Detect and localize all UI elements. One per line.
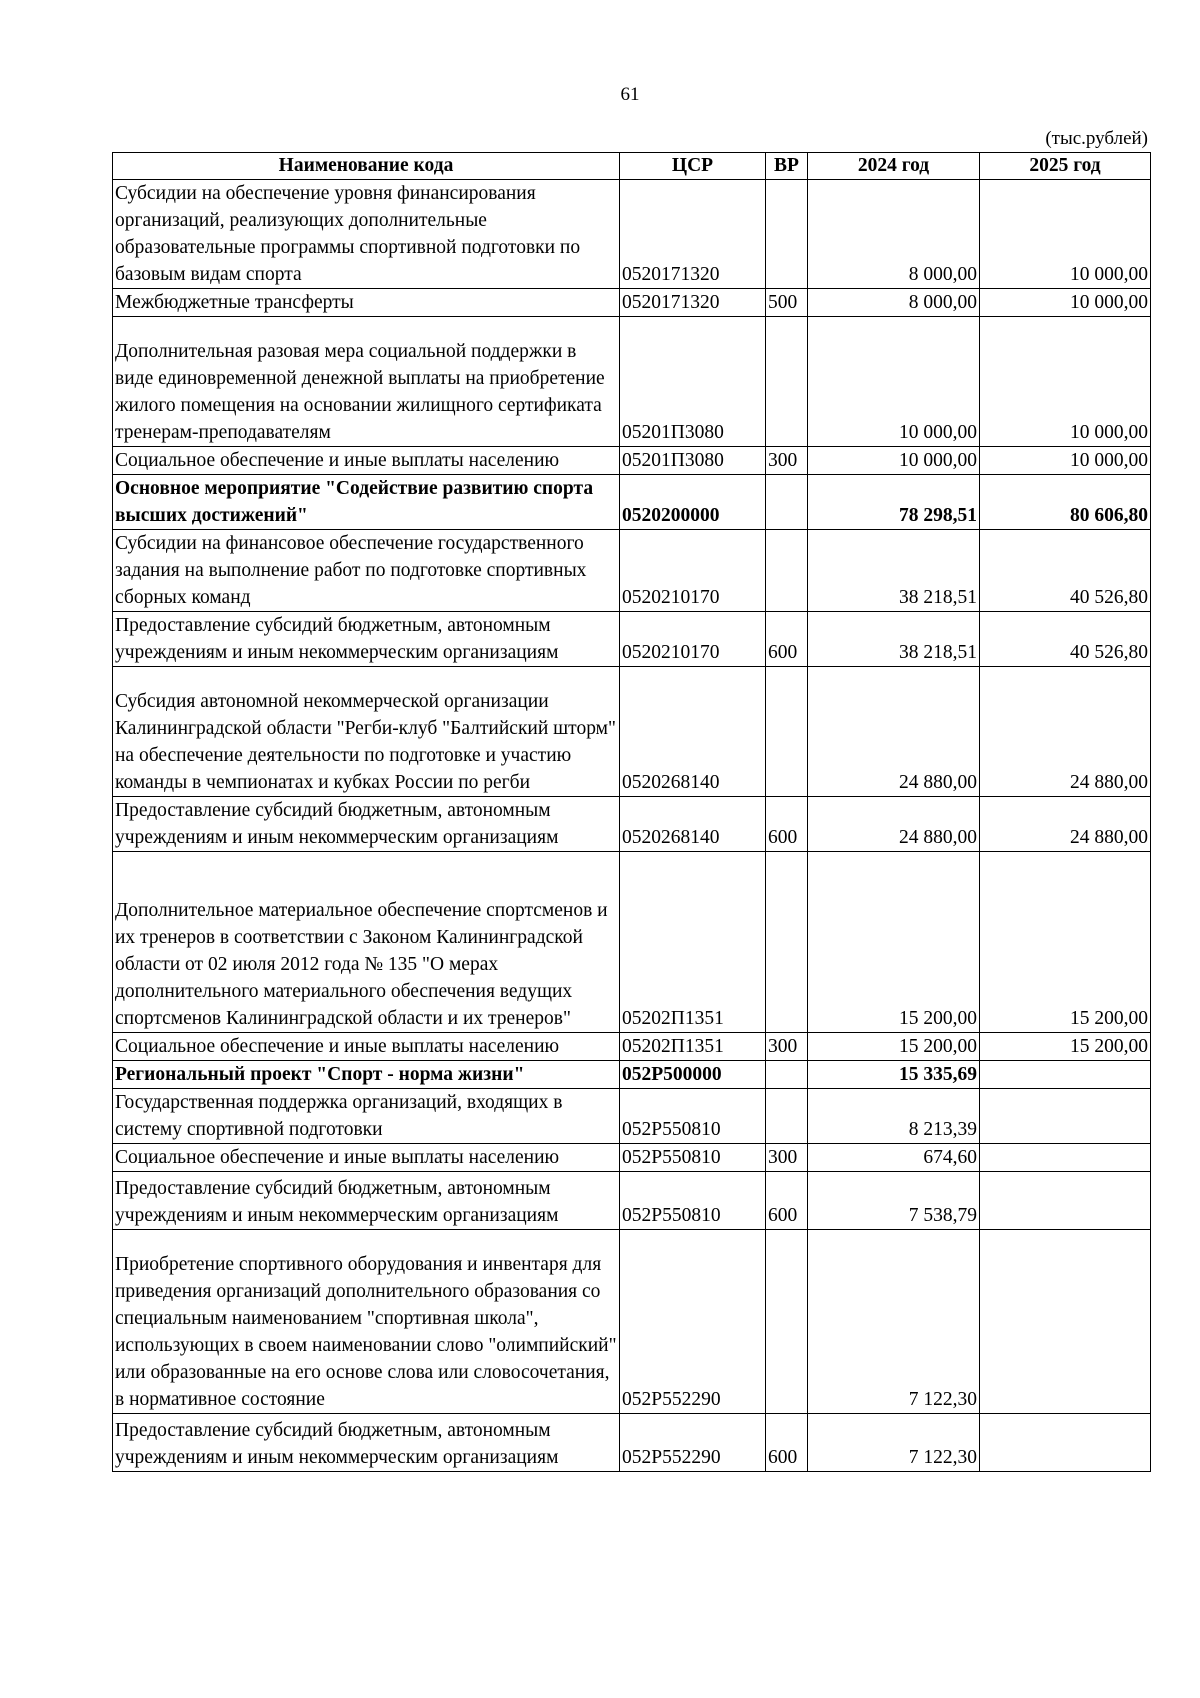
cell-name: Дополнительное материальное обеспечение спортсменов и их тренеров в соответствии с Законом Калининградской области от 02 июля 2012 года № 135 "О мерах дополнительного материального обеспечения ведущих спортсменов Калининградской области и их тренеров"	[113, 852, 620, 1033]
cell-vr	[766, 317, 808, 447]
cell-y2025: 15 200,00	[980, 1033, 1151, 1061]
table-row	[113, 1144, 1151, 1172]
header-csr: ЦСР	[620, 153, 766, 180]
cell-y2025	[980, 1172, 1151, 1230]
cell-csr: 0520210170	[620, 530, 766, 612]
cell-y2024: 10 000,00	[808, 447, 980, 475]
table-body	[113, 180, 1151, 1472]
cell-csr: 05202П1351	[620, 1033, 766, 1061]
cell-vr	[766, 1230, 808, 1414]
cell-y2024: 7 122,30	[808, 1230, 980, 1414]
header-name: Наименование кода	[113, 153, 620, 180]
cell-name: Предоставление субсидий бюджетным, автономным учреждениям и иным некоммерческим организациям	[113, 612, 620, 667]
cell-vr: 500	[766, 289, 808, 317]
table-header-row	[113, 153, 1151, 180]
table-row	[113, 447, 1151, 475]
cell-y2025: 10 000,00	[980, 289, 1151, 317]
cell-csr: 0520268140	[620, 667, 766, 797]
cell-vr	[766, 530, 808, 612]
cell-name: Предоставление субсидий бюджетным, автономным учреждениям и иным некоммерческим организациям	[113, 1172, 620, 1230]
cell-csr: 0520210170	[620, 612, 766, 667]
cell-name: Субсидии на обеспечение уровня финансирования организаций, реализующих дополнительные образовательные программы спортивной подготовки по базовым видам спорта	[113, 180, 620, 289]
cell-y2025	[980, 1089, 1151, 1144]
cell-y2025: 24 880,00	[980, 797, 1151, 852]
cell-vr: 300	[766, 1033, 808, 1061]
cell-y2024: 7 122,30	[808, 1414, 980, 1472]
cell-y2025	[980, 1230, 1151, 1414]
table-row	[113, 475, 1151, 530]
table-row	[113, 1414, 1151, 1472]
cell-vr	[766, 1061, 808, 1089]
cell-y2025: 10 000,00	[980, 447, 1151, 475]
cell-y2024: 38 218,51	[808, 530, 980, 612]
table-row	[113, 612, 1151, 667]
cell-y2025: 15 200,00	[980, 852, 1151, 1033]
cell-y2024: 15 200,00	[808, 852, 980, 1033]
table-row	[113, 180, 1151, 289]
cell-name: Межбюджетные трансферты	[113, 289, 620, 317]
cell-y2025	[980, 1061, 1151, 1089]
cell-y2025: 40 526,80	[980, 530, 1151, 612]
cell-csr: 052P552290	[620, 1414, 766, 1472]
cell-y2025: 10 000,00	[980, 180, 1151, 289]
cell-vr	[766, 852, 808, 1033]
cell-y2024: 15 335,69	[808, 1061, 980, 1089]
cell-name: Субсидия автономной некоммерческой организации Калининградской области "Регби-клуб "Балтийский шторм" на обеспечение деятельности по подготовке и участию команды в чемпионатах и кубках России по регби	[113, 667, 620, 797]
cell-csr: 052P500000	[620, 1061, 766, 1089]
table-row	[113, 1230, 1151, 1414]
cell-vr	[766, 667, 808, 797]
cell-name: Дополнительная разовая мера социальной поддержки в виде единовременной денежной выплаты на приобретение жилого помещения на основании жилищного сертификата тренерам-преподавателям	[113, 317, 620, 447]
cell-csr: 0520171320	[620, 180, 766, 289]
cell-y2024: 15 200,00	[808, 1033, 980, 1061]
cell-y2025: 10 000,00	[980, 317, 1151, 447]
cell-name: Государственная поддержка организаций, входящих в систему спортивной подготовки	[113, 1089, 620, 1144]
cell-name: Региональный проект "Спорт - норма жизни"	[113, 1061, 620, 1089]
table-row	[113, 1033, 1151, 1061]
cell-y2024: 8 213,39	[808, 1089, 980, 1144]
cell-y2025: 40 526,80	[980, 612, 1151, 667]
cell-name: Социальное обеспечение и иные выплаты населению	[113, 1033, 620, 1061]
cell-vr	[766, 180, 808, 289]
table-row	[113, 1089, 1151, 1144]
cell-vr: 300	[766, 447, 808, 475]
cell-y2024: 24 880,00	[808, 667, 980, 797]
cell-y2024: 8 000,00	[808, 289, 980, 317]
cell-y2025: 24 880,00	[980, 667, 1151, 797]
cell-y2024: 24 880,00	[808, 797, 980, 852]
cell-name: Социальное обеспечение и иные выплаты населению	[113, 447, 620, 475]
cell-name: Субсидии на финансовое обеспечение государственного задания на выполнение работ по подготовке спортивных сборных команд	[113, 530, 620, 612]
header-2025: 2025 год	[980, 153, 1151, 180]
table-row	[113, 1061, 1151, 1089]
budget-table	[112, 152, 1151, 1472]
cell-y2024: 10 000,00	[808, 317, 980, 447]
cell-vr: 600	[766, 797, 808, 852]
table-row	[113, 852, 1151, 1033]
cell-csr: 0520200000	[620, 475, 766, 530]
cell-csr: 0520268140	[620, 797, 766, 852]
table-row	[113, 667, 1151, 797]
units-label: (тыс.рублей)	[1045, 128, 1148, 149]
cell-csr: 05201П3080	[620, 317, 766, 447]
cell-csr: 052P552290	[620, 1230, 766, 1414]
cell-vr: 300	[766, 1144, 808, 1172]
cell-name: Социальное обеспечение и иные выплаты населению	[113, 1144, 620, 1172]
cell-csr: 052P550810	[620, 1089, 766, 1144]
table-row	[113, 1172, 1151, 1230]
cell-y2024: 8 000,00	[808, 180, 980, 289]
table-row	[113, 317, 1151, 447]
cell-y2024: 7 538,79	[808, 1172, 980, 1230]
cell-y2024: 674,60	[808, 1144, 980, 1172]
table-row	[113, 289, 1151, 317]
cell-csr: 05202П1351	[620, 852, 766, 1033]
cell-y2024: 78 298,51	[808, 475, 980, 530]
page-number: 61	[620, 84, 640, 105]
cell-csr: 052P550810	[620, 1172, 766, 1230]
cell-y2025: 80 606,80	[980, 475, 1151, 530]
cell-name: Предоставление субсидий бюджетным, автономным учреждениям и иным некоммерческим организациям	[113, 797, 620, 852]
cell-y2025	[980, 1414, 1151, 1472]
cell-csr: 0520171320	[620, 289, 766, 317]
header-2024: 2024 год	[808, 153, 980, 180]
cell-vr	[766, 1089, 808, 1144]
cell-name: Предоставление субсидий бюджетным, автономным учреждениям и иным некоммерческим организациям	[113, 1414, 620, 1472]
cell-csr: 05201П3080	[620, 447, 766, 475]
cell-vr: 600	[766, 1414, 808, 1472]
cell-vr	[766, 475, 808, 530]
cell-vr: 600	[766, 612, 808, 667]
cell-y2025	[980, 1144, 1151, 1172]
table-row	[113, 530, 1151, 612]
table-row	[113, 797, 1151, 852]
header-vr: ВР	[766, 153, 808, 180]
cell-csr: 052P550810	[620, 1144, 766, 1172]
cell-y2024: 38 218,51	[808, 612, 980, 667]
cell-name: Основное мероприятие "Содействие развитию спорта высших достижений"	[113, 475, 620, 530]
cell-vr: 600	[766, 1172, 808, 1230]
cell-name: Приобретение спортивного оборудования и инвентаря для приведения организаций дополнительного образования со специальным наименованием "спортивная школа", использующих в своем наименовании слово "олимпийский" или образованные на его основе слова или словосочетания, в нормативное состояние	[113, 1230, 620, 1414]
